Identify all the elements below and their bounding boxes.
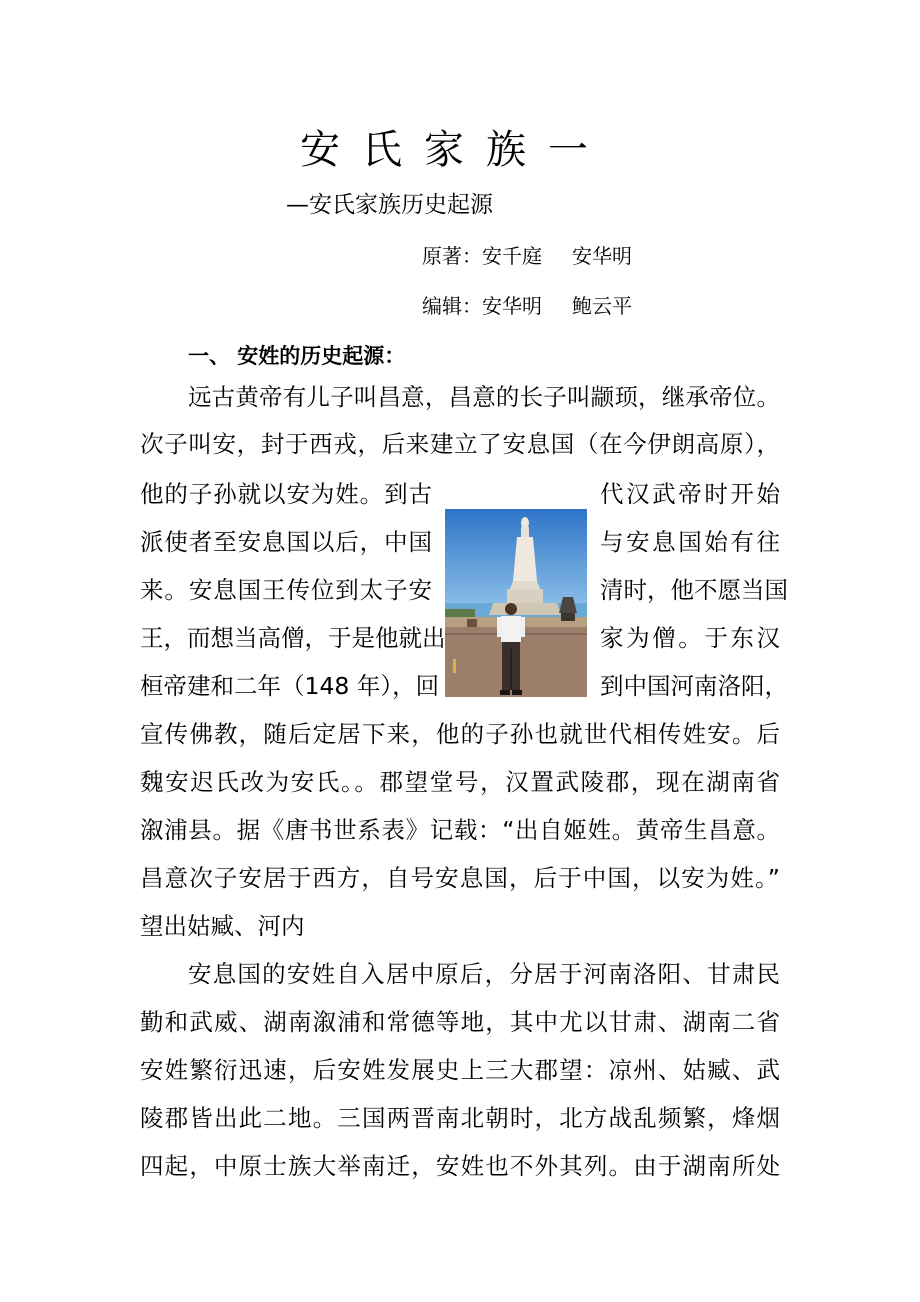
text-line: 魏安迟氏改为安氏。。郡望堂号，汉置武陵郡，现在湖南省 [140, 768, 780, 796]
text-line: 四起，中原士族大举南迁，安姓也不外其列。由于湖南所处 [140, 1152, 780, 1180]
editors-line [422, 290, 632, 319]
text-line: 远古黄帝有儿子叫昌意，昌意的长子叫颛顼，继承帝位。 [188, 383, 780, 411]
text-line: 勤和武威、湖南溆浦和常德等地，其中尤以甘肃、湖南二省 [140, 1008, 780, 1036]
text-line: 安姓繁衍迅速，后安姓发展史上三大郡望：凉州、姑臧、武 [140, 1056, 780, 1084]
text-line: 清时，他不愿当国 [600, 576, 788, 604]
text-line: 与安息国始有往 [600, 528, 780, 556]
author-name: 安千庭 [482, 244, 542, 268]
author-name: 安华明 [572, 244, 632, 268]
text-line: 代汉武帝时开始 [600, 480, 780, 508]
text-line: 来。安息国王传位到太子安 [140, 576, 432, 604]
text-line: 桓帝建和二年（148 年），回 [140, 672, 440, 700]
authors-line [422, 240, 632, 269]
text-line: 家为僧。于东汉 [600, 624, 780, 652]
text-line: 望出姑臧、河内 [140, 912, 305, 940]
text-line: 派使者至安息国以后，中国 [140, 528, 432, 556]
editor-name: 安华明 [482, 294, 542, 318]
text-line: 陵郡皆出此二地。三国两晋南北朝时，北方战乱频繁，烽烟 [140, 1104, 780, 1132]
section-heading: 一、 安姓的历史起源： [188, 344, 406, 368]
guanyin-statue-photo [445, 509, 587, 697]
authors-label: 原著： [422, 244, 482, 268]
editor-name: 鲍云平 [572, 294, 632, 318]
text-line: 他的子孙就以安为姓。到古 [140, 480, 432, 508]
text-line: 次子叫安，封于西戎，后来建立了安息国（在今伊朗高原）， [140, 430, 780, 458]
text-line: 到中国河南洛阳， [600, 672, 788, 700]
text-line: 王，而想当高僧，于是他就出 [140, 624, 446, 652]
text-line: 安息国的安姓自入居中原后，分居于河南洛阳、甘肃民 [188, 960, 780, 988]
editors-label: 编辑： [422, 294, 482, 318]
document-title: 安氏家族一 [300, 127, 610, 173]
text-line: 溆浦县。据《唐书世系表》记载：“出自姬姓。黄帝生昌意。 [140, 816, 780, 844]
document-subtitle: —安氏家族历史起源 [286, 192, 493, 218]
text-line: 昌意次子安居于西方，自号安息国，后于中国，以安为姓。” [140, 864, 780, 892]
text-line: 宣传佛教，随后定居下来，他的子孙也就世代相传姓安。后 [140, 720, 780, 748]
